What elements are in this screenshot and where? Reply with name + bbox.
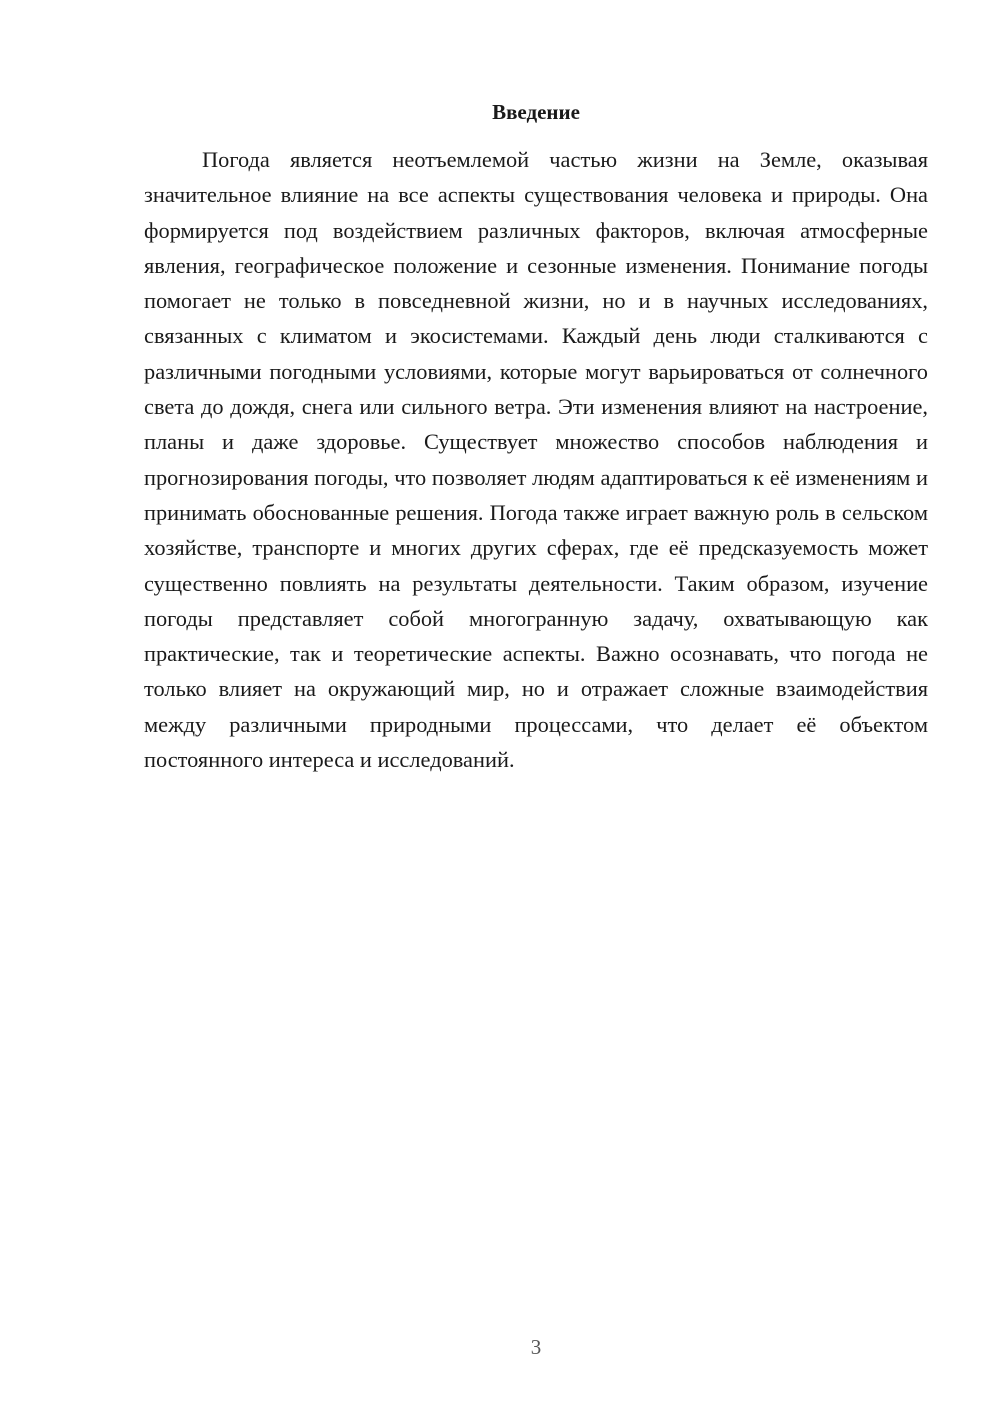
section-heading: Введение [492,100,580,124]
page-number: 3 [530,1335,542,1359]
body-paragraph: Погода является неотъемлемой частью жизни на Земле, оказывая значительное влияние на все аспекты существования человека и природы. Она формируется под воздействием различных факторов, включая атмосферные явления, географическое положение и сезонные изменения. Понимание погоды помогает не только в повседневной жизни, но и в научных исследованиях, связанных с климатом и экосистемами. Каждый день люди сталкиваются с различными погодными условиями, которые могут варьироваться от солнечного света до дождя, снега или сильного ветра. Эти изменения влияют на настроение, планы и даже здоровье. Существует множество способов наблюдения и прогнозирования погоды, что позволяет людям адаптироваться к её изменениям и принимать обоснованные решения. Погода также играет важную роль в сельском хозяйстве, транспорте и многих других сферах, где её предсказуемость может существенно повлиять на результаты деятельности. Таким образом, изучение погоды представляет собой многогранную задачу, охватывающую как практические, так и теоретические аспекты. Важно осознавать, что погода не только влияет на окружающий мир, но и отражает сложные взаимодействия между различными природными процессами, что делает её объектом постоянного интереса и исследований. [144,147,928,773]
